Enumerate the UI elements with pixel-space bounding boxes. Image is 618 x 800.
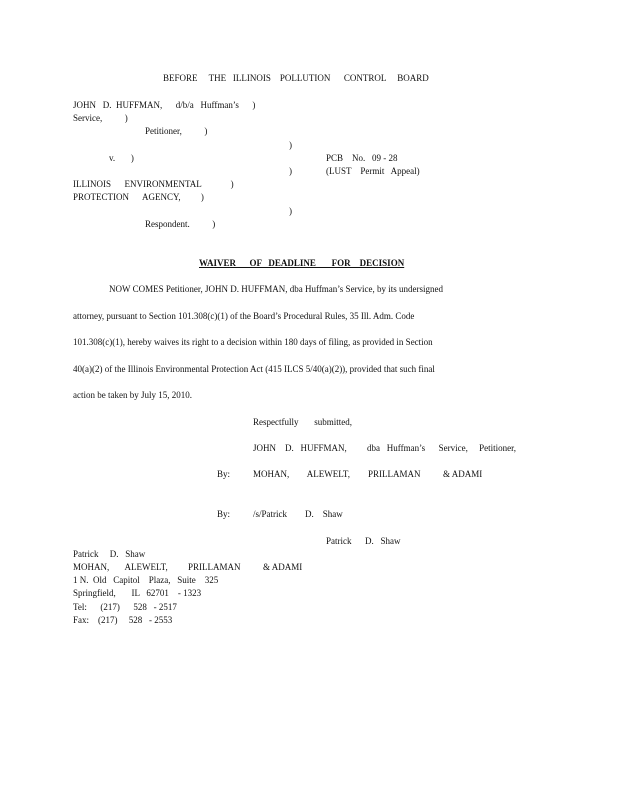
body-line: NOW COMES Petitioner, JOHN D. HUFFMAN, dba Huffman’s Service, by its undersigned <box>109 284 444 294</box>
contact-name: Patrick D. Shaw <box>73 549 146 559</box>
document-title: WAIVER OF DEADLINE FOR DECISION <box>199 258 405 268</box>
contact-fax: Fax: (217) 528 - 2553 <box>73 615 173 625</box>
respondent-name-cont: PROTECTION AGENCY, ) <box>73 192 204 202</box>
case-type: (LUST Permit Appeal) <box>326 166 420 176</box>
petitioner-role: Petitioner, ) <box>145 126 208 136</box>
contact-address: 1 N. Old Capitol Plaza, Suite 325 <box>73 575 219 585</box>
law-firm: MOHAN, ALEWELT, PRILLAMAN & ADAMI <box>253 469 483 479</box>
contact-tel: Tel: (217) 528 - 2517 <box>73 602 177 612</box>
respondent-role: Respondent. ) <box>145 219 216 229</box>
case-number: PCB No. 09 - 28 <box>326 153 398 163</box>
body-line: action be taken by July 15, 2010. <box>73 390 192 400</box>
petitioner-name-cont: Service, ) <box>73 113 128 123</box>
respondent-name: ILLINOIS ENVIRONMENTAL ) <box>73 179 234 189</box>
court-heading: BEFORE THE ILLINOIS POLLUTION CONTROL BOARD <box>163 73 429 83</box>
by-label: By: <box>217 509 231 519</box>
versus: v. ) <box>109 153 134 163</box>
signing-party: JOHN D. HUFFMAN, dba Huffman’s Service, Petitioner, <box>253 443 516 453</box>
petitioner-name: JOHN D. HUFFMAN, d/b/a Huffman’s ) <box>73 100 256 110</box>
caption-bracket: ) <box>289 166 292 176</box>
by-label: By: <box>217 469 231 479</box>
signer-printed-name: Patrick D. Shaw <box>326 536 401 546</box>
contact-city: Springfield, IL 62701 - 1323 <box>73 588 202 598</box>
caption-bracket: ) <box>289 206 292 216</box>
closing: Respectfully submitted, <box>253 417 352 427</box>
body-line: 101.308(c)(1), hereby waives its right to a decision within 180 days of filing, as provided in Section <box>73 337 433 347</box>
caption-bracket: ) <box>289 140 292 150</box>
body-line: attorney, pursuant to Section 101.308(c)(1) of the Board’s Procedural Rules, 35 Ill. Adm. Code <box>73 311 415 321</box>
body-line: 40(a)(2) of the Illinois Environmental Protection Act (415 ILCS 5/40(a)(2)), provided that such final <box>73 364 435 374</box>
electronic-signature: /s/Patrick D. Shaw <box>253 509 343 519</box>
contact-firm: MOHAN, ALEWELT, PRILLAMAN & ADAMI <box>73 562 303 572</box>
